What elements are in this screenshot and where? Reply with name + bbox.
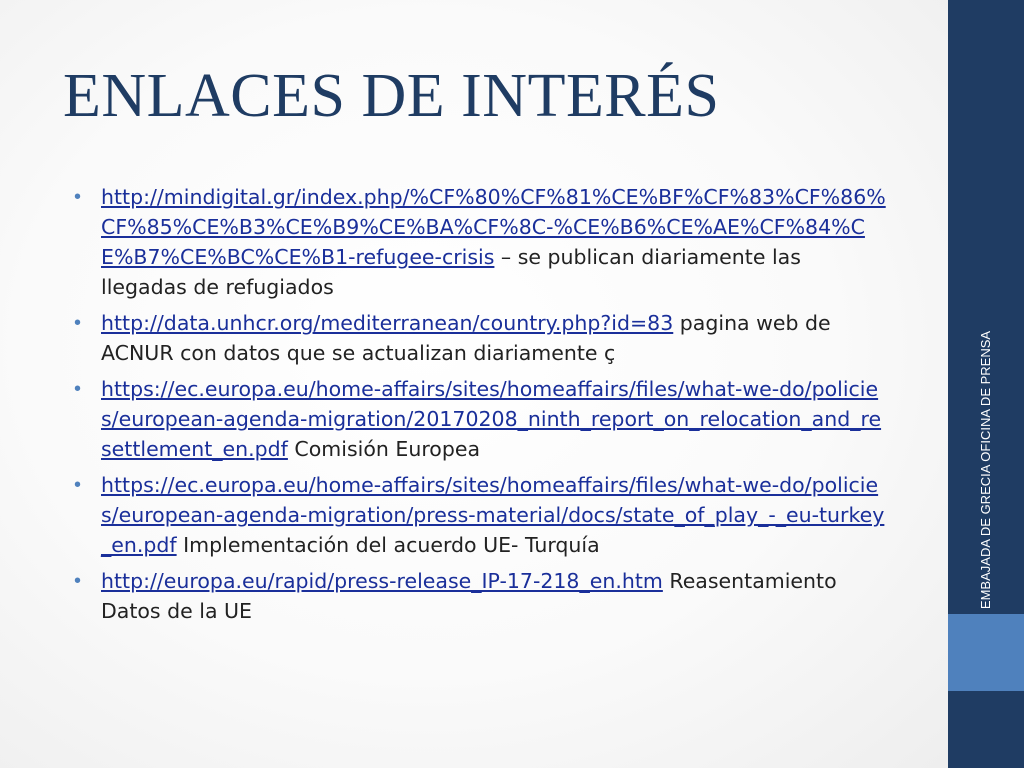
bullet-icon: • <box>74 570 82 592</box>
bullet-icon: • <box>74 474 82 496</box>
list-item <box>74 470 890 560</box>
links-list-container <box>74 182 890 632</box>
link-description: Implementación del acuerdo UE- Turquía <box>176 533 600 557</box>
sidebar-label: EMBAJADA DE GRECIA OFICINA DE PRENSA <box>978 330 993 610</box>
list-item <box>74 374 890 464</box>
list-item <box>74 308 890 368</box>
sidebar-accent-block <box>948 614 1024 691</box>
bullet-icon: • <box>74 186 82 208</box>
bullet-icon: • <box>74 378 82 400</box>
slide-title: ENLACES DE INTERÉS <box>63 62 720 130</box>
link-unhcr[interactable]: http://data.unhcr.org/mediterranean/country.php?id=83 <box>101 311 674 335</box>
list-item <box>74 182 890 302</box>
link-eu-turkey[interactable]: https://ec.europa.eu/home-affairs/sites/homeaffairs/files/what-we-do/policies/european-agenda-migration/press-material/docs/state_of_play_-_eu-turkey_en.pdf <box>101 473 885 557</box>
link-ninth-report[interactable]: https://ec.europa.eu/home-affairs/sites/homeaffairs/files/what-we-do/policies/european-agenda-migration/20170208_ninth_report_on_relocation_and_resettlement_en.pdf <box>101 377 882 461</box>
links-list <box>74 182 890 626</box>
list-item <box>74 566 890 626</box>
link-description: Reasentamiento Datos de la UE <box>101 569 837 623</box>
link-description: – se publican diariamente las llegadas de refugiados <box>101 245 801 299</box>
link-description: pagina web de ACNUR con datos que se actualizan diariamente ç <box>101 311 831 365</box>
link-mindigital[interactable]: http://mindigital.gr/index.php/%CF%80%CF%81%CE%BF%CF%83%CF%86%CF%85%CE%B3%CE%B9%CE%BA%CF%8C-%CE%B6%CE%AE%CF%84%CE%B7%CE%BC%CE%B1-refugee-crisis <box>101 185 886 269</box>
link-description: Comisión Europea <box>287 437 481 461</box>
bullet-icon: • <box>74 312 82 334</box>
link-press-release[interactable]: http://europa.eu/rapid/press-release_IP-17-218_en.htm <box>101 569 663 593</box>
